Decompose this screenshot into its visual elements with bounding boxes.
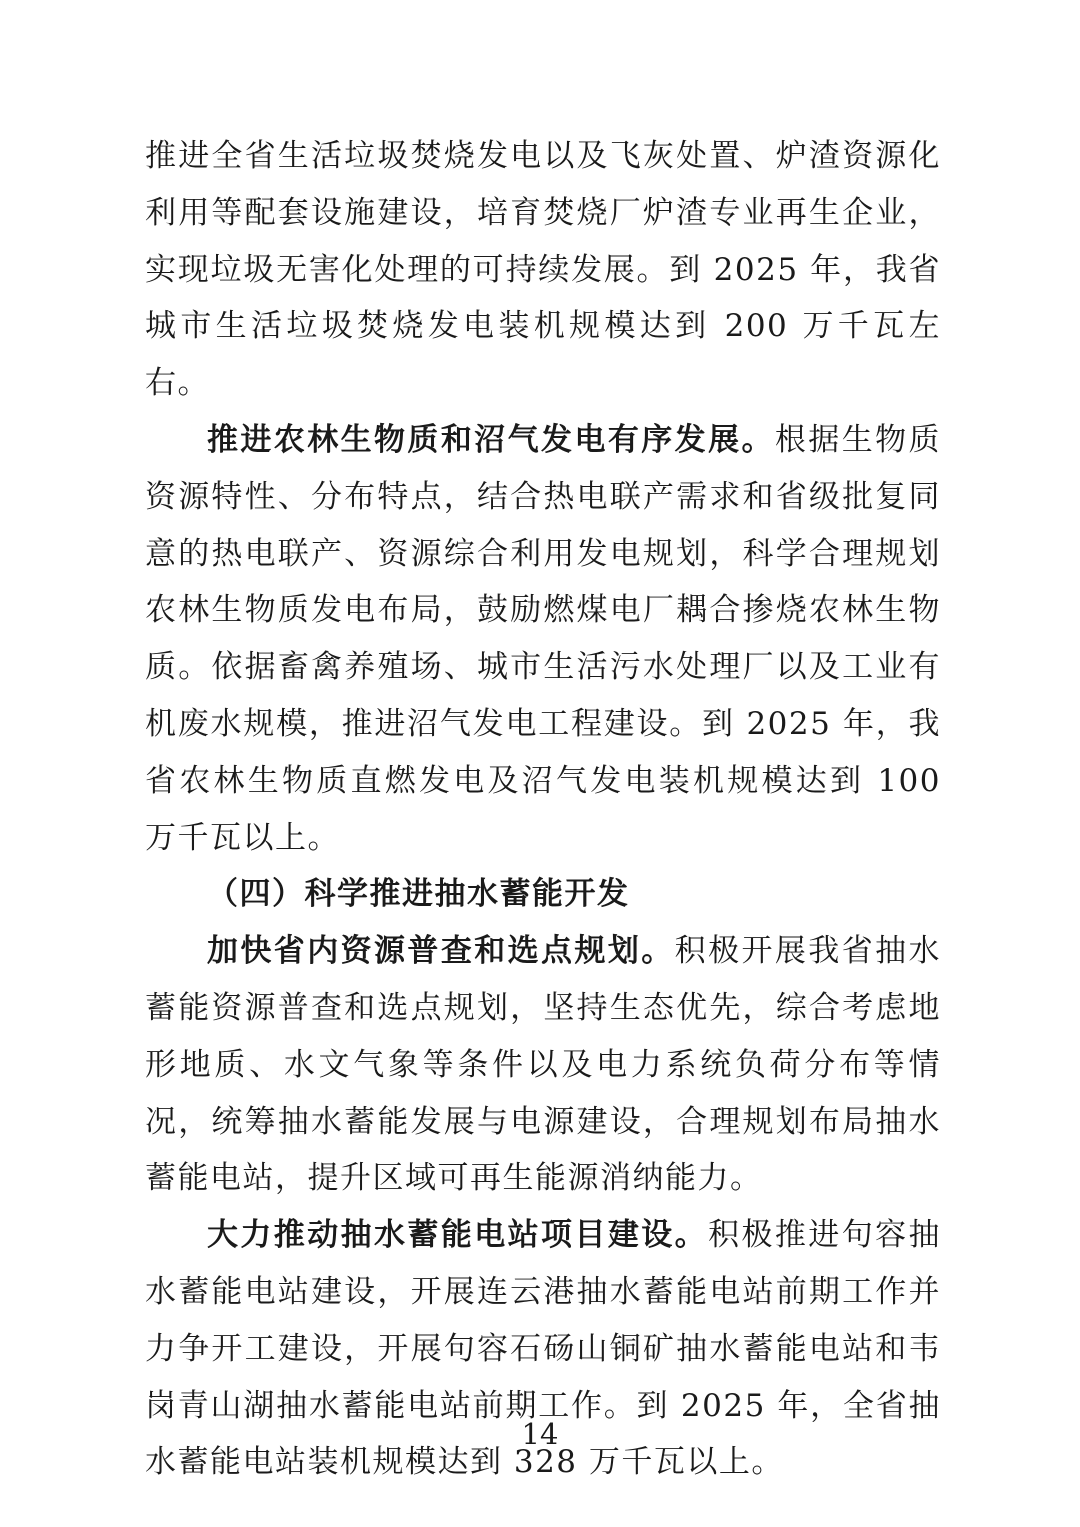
paragraph-text: 根据生物质资源特性、分布特点，结合热电联产需求和省级批复同意的热电联产、资源综合利用发电规划，科学合理规划农林生物质发电布局，鼓励燃煤电厂耦合掺烧农林生物质。依据畜禽养殖场、城市生活污水处理厂以及工业有机废水规模，推进沼气发电工程建设。到 2025 年，我省农林生物质直燃发电及沼气发电装机规模达到 100 万千瓦以上。 xyxy=(145,421,942,856)
paragraph-text: 积极推进句容抽水蓄能电站建设，开展连云港抽水蓄能电站前期工作并力争开工建设，开展句容石砀山铜矿抽水蓄能电站和韦岗青山湖抽水蓄能电站前期工作。到 2025 年，全省抽水蓄能电站装机规模达到 328 万千瓦以上。 xyxy=(145,1217,942,1481)
paragraph-resource-survey xyxy=(145,923,941,1207)
paragraph-text: 推进全省生活垃圾焚烧发电以及飞灰处置、炉渣资源化利用等配套设施建设，培育焚烧厂炉渣专业再生企业，实现垃圾无害化处理的可持续发展。到 2025 年，我省城市生活垃圾焚烧发电装机规模达到 200 万千瓦左右。 xyxy=(145,138,941,402)
paragraph-waste-incineration xyxy=(145,128,941,412)
page-number: 14 xyxy=(521,1417,559,1451)
paragraph-biomass-biogas xyxy=(145,412,941,866)
paragraph-lead-bold: 推进农林生物质和沼气发电有序发展。 xyxy=(207,421,775,458)
section-heading-text: （四）科学推进抽水蓄能开发 xyxy=(207,876,630,913)
paragraph-lead-bold: 加快省内资源普查和选点规划。 xyxy=(207,933,675,970)
section-heading-pumped-storage xyxy=(145,866,941,923)
document-body xyxy=(145,128,941,1491)
paragraph-lead-bold: 大力推动抽水蓄能电站项目建设。 xyxy=(207,1217,709,1254)
paragraph-text: 积极开展我省抽水蓄能资源普查和选点规划，坚持生态优先，综合考虑地形地质、水文气象等条件以及电力系统负荷分布等情况，统筹抽水蓄能发展与电源建设，合理规划布局抽水蓄能电站，提升区域可再生能源消纳能力。 xyxy=(145,933,942,1197)
